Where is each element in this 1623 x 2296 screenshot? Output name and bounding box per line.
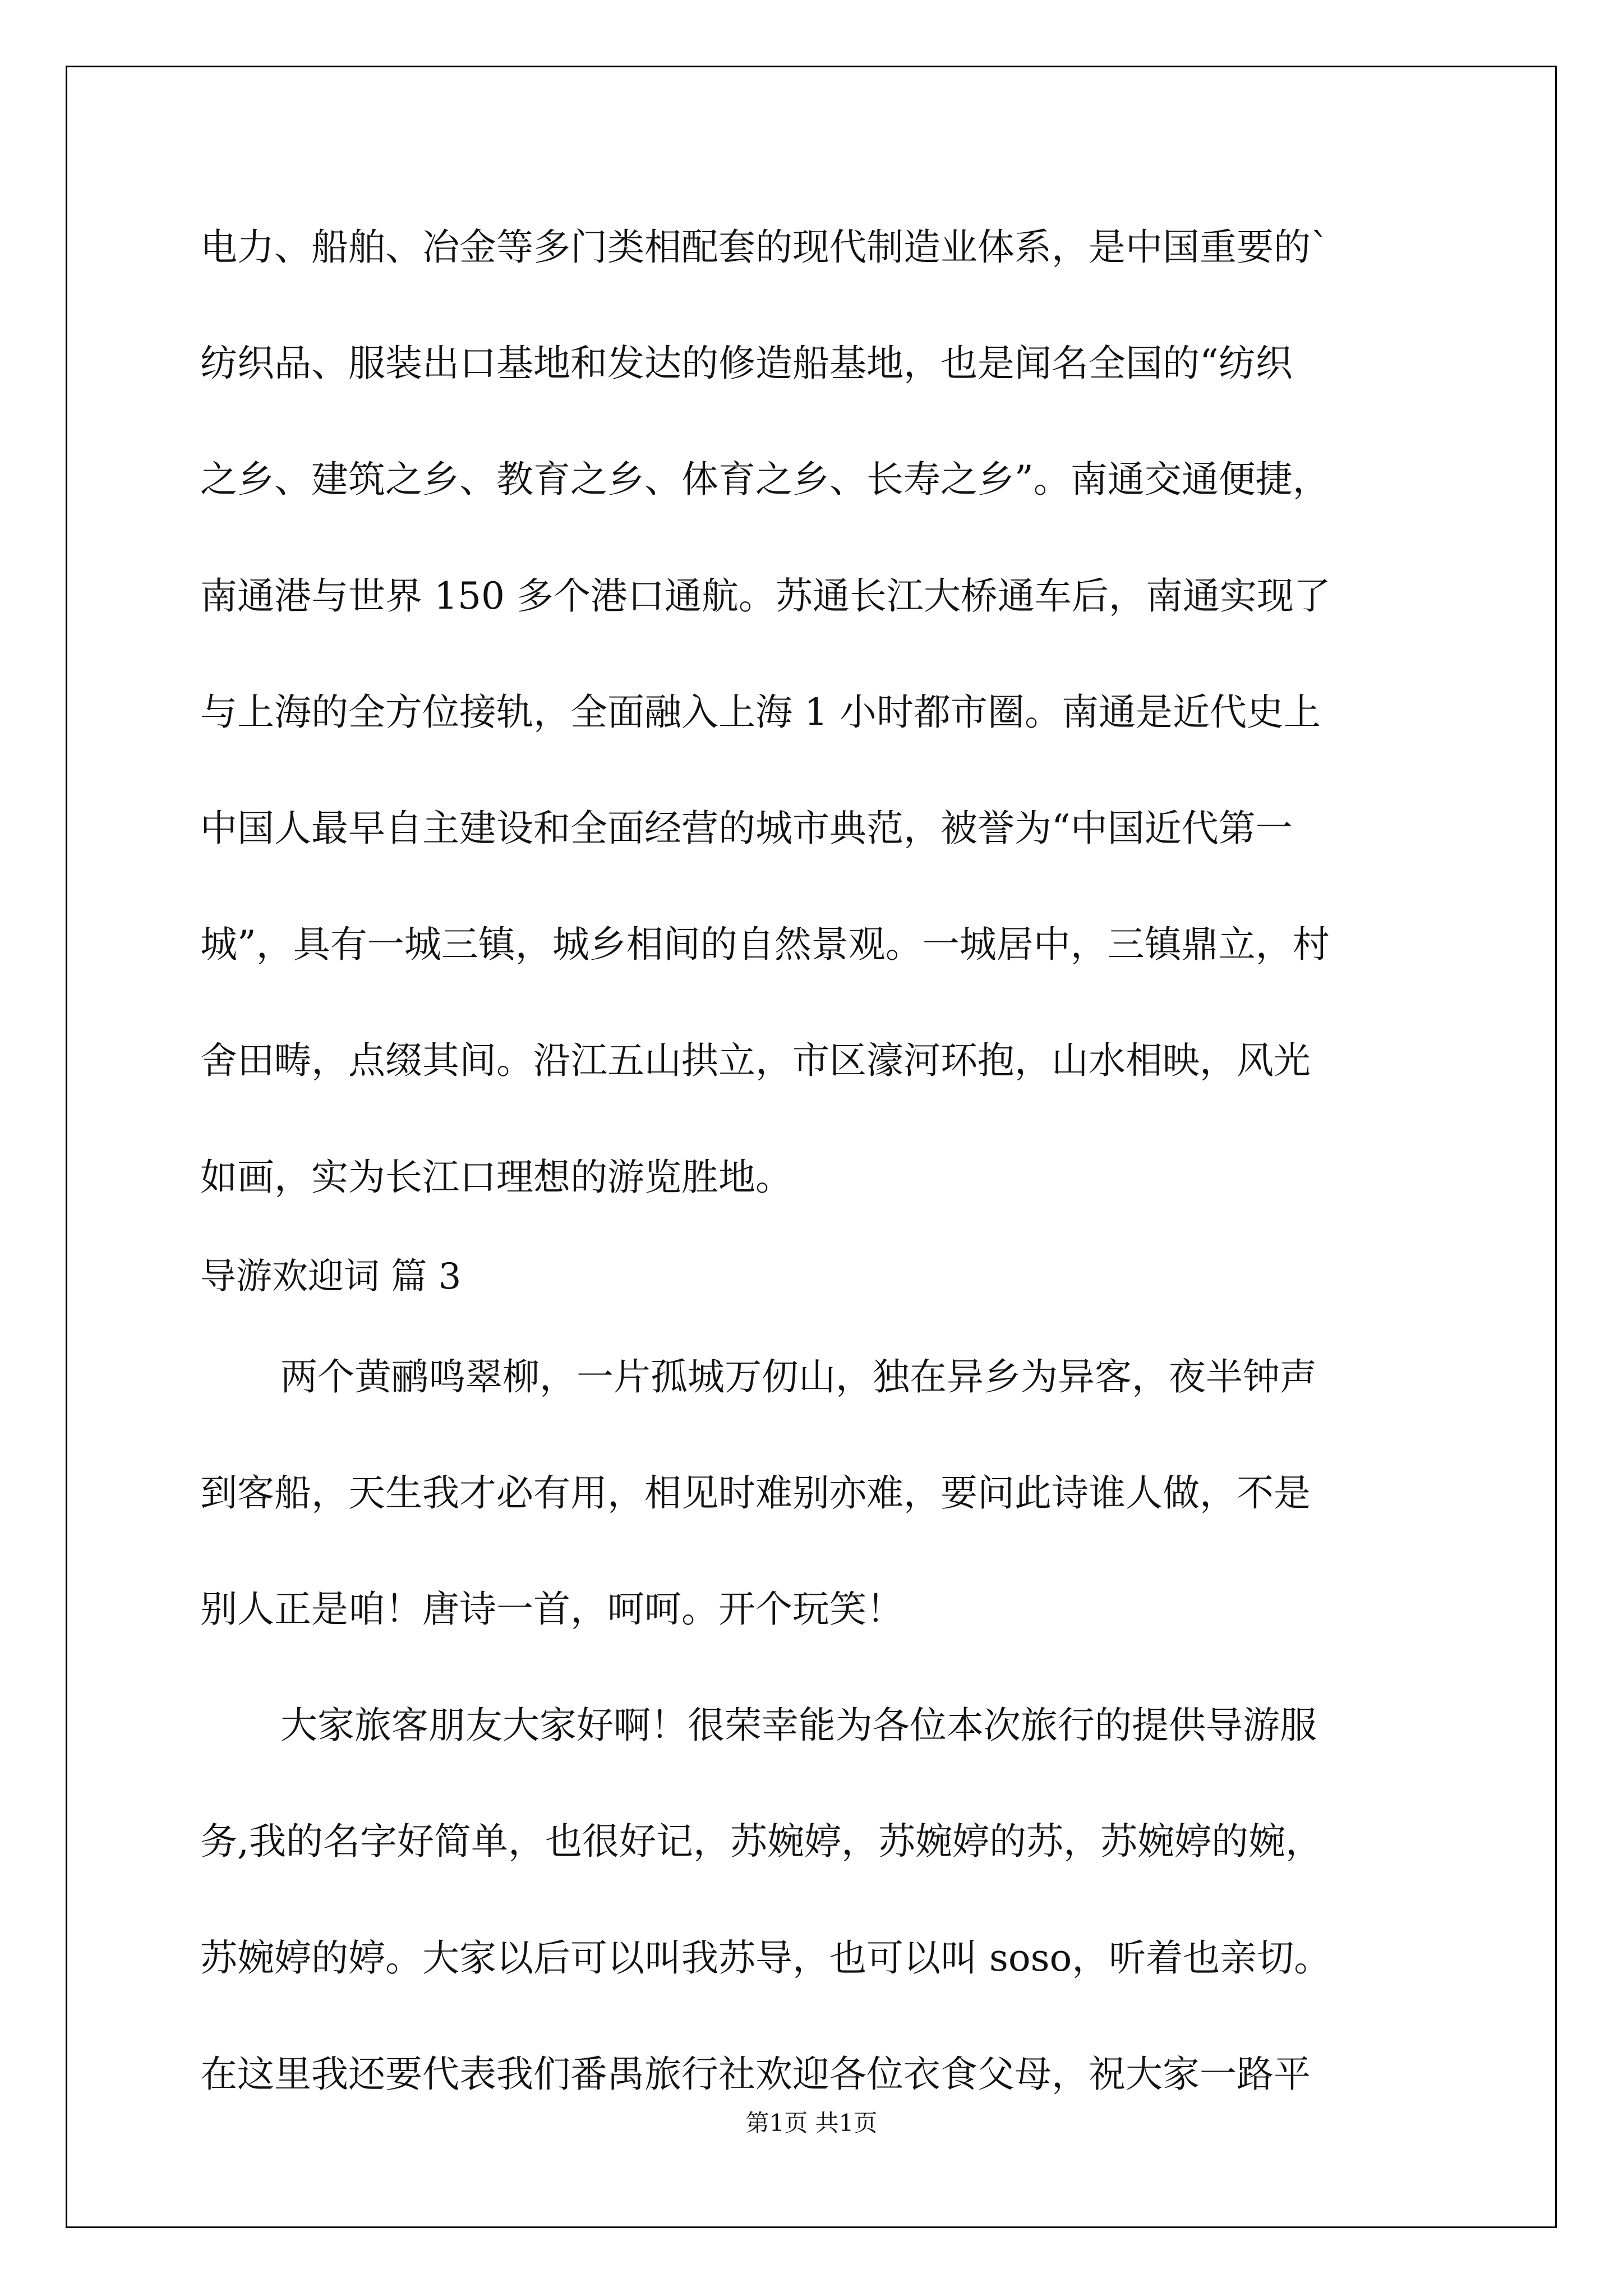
page-border [66, 66, 1557, 2228]
text-line: 之乡、建筑之乡、教育之乡、体育之乡、长寿之乡”。南通交通便捷， [200, 458, 1330, 501]
page-footer: 第1页 共1页 [745, 2109, 878, 2137]
text-line: 两个黄鹂鸣翠柳，一片孤城万仞山，独在异乡为异客，夜半钟声 [280, 1355, 1317, 1398]
text-line: 大家旅客朋友大家好啊！很荣幸能为各位本次旅行的提供导游服 [280, 1704, 1317, 1747]
text-line: 南通港与世界 150 多个港口通航。苏通长江大桥通车后，南通实现了 [200, 574, 1331, 618]
text-line: 舍田畴，点缀其间。沿江五山拱立，市区濠河环抱，山水相映，风光 [200, 1039, 1311, 1082]
text-line: 纺织品、服装出口基地和发达的修造船基地，也是闻名全国的“纺织 [200, 342, 1293, 385]
text-line: 在这里我还要代表我们番禺旅行社欢迎各位衣食父母，祝大家一路平 [200, 2053, 1311, 2096]
text-line: 苏婉婷的婷。大家以后可以叫我苏导，也可以叫 soso，听着也亲切。 [200, 1936, 1331, 1980]
text-line: 别人正是咱！唐诗一首，呵呵。开个玩笑！ [200, 1588, 903, 1631]
text-line: 城”，具有一城三镇，城乡相间的自然景观。一城居中，三镇鼎立，村 [200, 923, 1330, 966]
section-heading: 导游欢迎词 篇 3 [200, 1256, 462, 1297]
text-line: 电力、船舶、冶金等多门类相配套的现代制造业体系，是中国重要的` [200, 226, 1329, 269]
text-line: 到客船，天生我才必有用，相见时难别亦难，要问此诗谁人做，不是 [200, 1471, 1311, 1515]
text-line: 务,我的名字好简单，也很好记，苏婉婷，苏婉婷的苏，苏婉婷的婉， [200, 1820, 1322, 1863]
text-line: 与上海的全方位接轨，全面融入上海 1 小时都市圈。南通是近代史上 [200, 691, 1321, 734]
text-line: 中国人最早自主建设和全面经营的城市典范，被誉为“中国近代第一 [200, 807, 1293, 850]
text-line: 如画，实为长江口理想的游览胜地。 [200, 1156, 792, 1199]
